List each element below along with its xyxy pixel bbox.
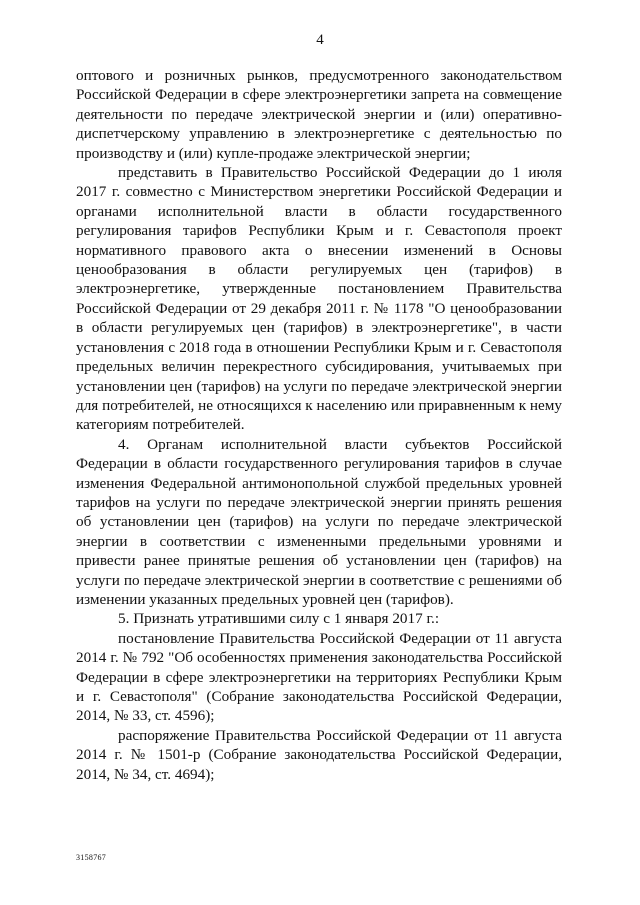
paragraph-3: 4. Органам исполнительной власти субъектов Российской Федерации в области государственного регулирования тарифов в случае изменения Федеральной антимонопольной службой предельных уровней тарифов на услуги по передаче электрической энергии принять решения об установлении цен (тарифов) на услуги по передаче электрической энергии в соответствии с измененными предельными уровнями и привести ранее принятые решения об установлении цен (тарифов) на услуги по передаче электрической энергии в соответствие с решениями об изменении указанных предельных уровней цен (тарифов). bbox=[76, 435, 562, 608]
paragraph-5: постановление Правительства Российской Федерации от 11 августа 2014 г. № 792 "Об особенностях применения законодательства Российской Федерации в сфере электроэнергетики на территориях Республики Крым и г. Севастополя" (Собрание законодательства Российской Федерации, 2014, № 33, ст. 4596); bbox=[76, 629, 562, 725]
paragraph-2: представить в Правительство Российской Федерации до 1 июля 2017 г. совместно с Министерством энергетики Российской Федерации и органами исполнительной власти в области государственного регулирования тарифов Республики Крым и г. Севастополя проект нормативного правового акта о внесении изменений в Основы ценообразования в области регулируемых цен (тарифов) в электроэнергетике, утвержденные постановлением Правительства Российской Федерации от 29 декабря 2011 г. № 1178 "О ценообразовании в области регулируемых цен (тарифов) в электроэнергетике", в части установления с 2018 года в отношении Республики Крым и г. Севастополя предельных величин перекрестного субсидирования, учитываемых при установлении цен (тарифов) на услуги по передаче электрической энергии для потребителей, не относящихся к населению или приравненным к нему категориям потребителей. bbox=[76, 164, 562, 434]
page-number: 4 bbox=[316, 32, 324, 48]
document-code: 3158767 bbox=[76, 853, 107, 862]
paragraph-4: 5. Признать утратившими силу с 1 января 2017 г.: bbox=[118, 610, 440, 628]
paragraph-1: оптового и розничных рынков, предусмотренного законодательством Российской Федерации в сфере электроэнергетики запрета на совмещение деятельности по передаче электрической энергии и (или) оперативно-диспетчерскому управлению в электроэнергетике с деятельностью по производству и (или) купле-продаже электрической энергии; bbox=[76, 67, 562, 162]
document-body bbox=[76, 66, 562, 784]
paragraph-6: распоряжение Правительства Российской Федерации от 11 августа 2014 г. № 1501-р (Собрание законодательства Российской Федерации, 2014, № 34, ст. 4694); bbox=[76, 726, 562, 783]
